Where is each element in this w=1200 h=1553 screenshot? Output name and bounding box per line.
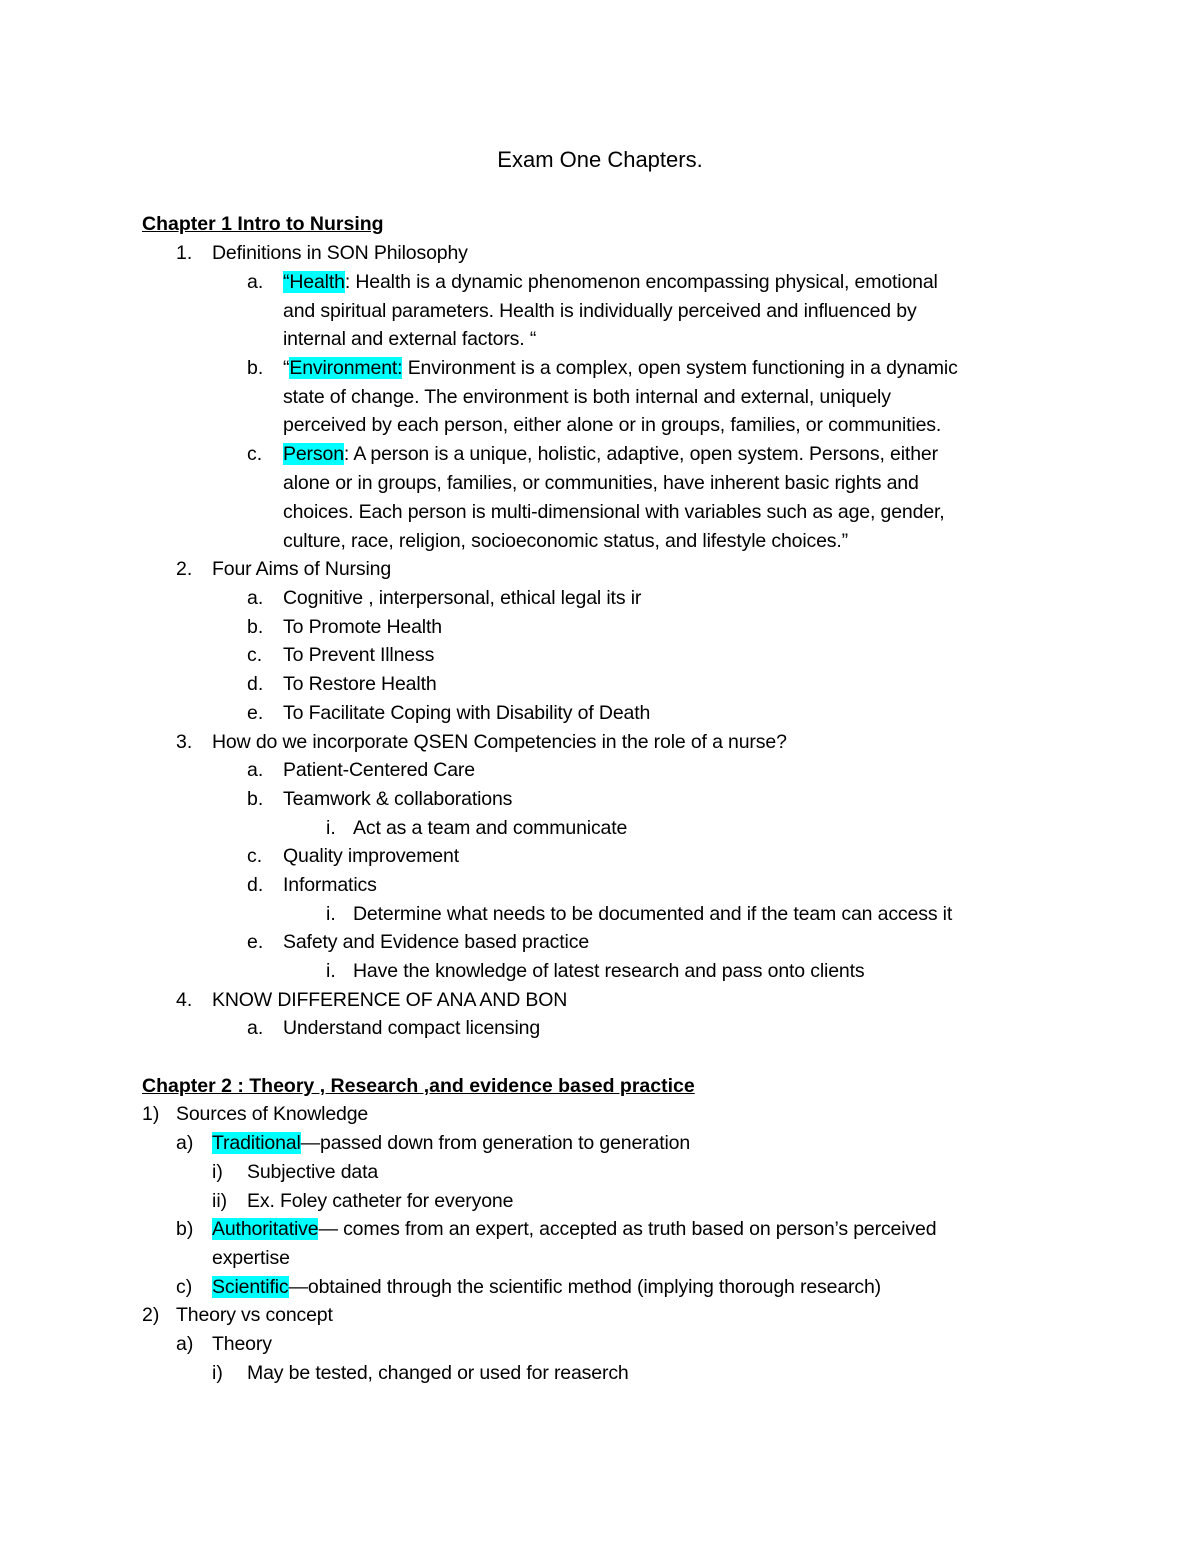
highlighted-term: “Health [283, 271, 345, 293]
list-item: To Prevent Illness [283, 644, 435, 666]
list-marker: i. [326, 960, 336, 982]
list-marker: 2. [176, 558, 193, 580]
list-marker: a) [176, 1333, 194, 1355]
list-item: Determine what needs to be documented and if the team can access it [353, 903, 953, 925]
document-title: Exam One Chapters. [497, 147, 703, 172]
list-marker: a. [247, 759, 264, 781]
list-item: “Environment: Environment is a complex, open system functioning in a dynamic [283, 357, 958, 379]
list-marker: i) [212, 1161, 223, 1183]
list-item-continuation: and spiritual parameters. Health is individually perceived and influenced by [283, 300, 917, 322]
list-item: Cognitive , interpersonal, ethical legal its ir [283, 587, 642, 609]
list-marker: 1. [176, 242, 193, 264]
list-item: Safety and Evidence based practice [283, 931, 590, 953]
list-item: Quality improvement [283, 845, 459, 867]
list-item: To Restore Health [283, 673, 437, 695]
list-marker: a. [247, 271, 264, 293]
list-marker: c. [247, 644, 263, 666]
list-marker: 1) [142, 1103, 160, 1125]
highlighted-term: Person [283, 443, 344, 465]
list-item-continuation: alone or in groups, families, or communities, have inherent basic rights and [283, 472, 919, 494]
list-item: Understand compact licensing [283, 1017, 541, 1039]
list-item: Informatics [283, 874, 377, 896]
list-marker: c. [247, 845, 263, 867]
list-item-continuation: choices. Each person is multi-dimensional with variables such as age, gender, [283, 501, 945, 523]
list-item: Sources of Knowledge [176, 1103, 369, 1125]
list-marker: b. [247, 357, 264, 379]
list-item: Patient-Centered Care [283, 759, 475, 781]
highlighted-term: Scientific [212, 1276, 289, 1298]
list-item-continuation: perceived by each person, either alone or in groups, families, or communities. [283, 414, 942, 436]
list-marker: b. [247, 788, 264, 810]
highlighted-term: Traditional [212, 1132, 301, 1154]
list-marker: c) [176, 1276, 193, 1298]
list-item: KNOW DIFFERENCE OF ANA AND BON [212, 989, 568, 1011]
list-item: Person: A person is a unique, holistic, adaptive, open system. Persons, either [283, 443, 938, 465]
list-marker: d. [247, 874, 264, 896]
list-marker: 3. [176, 731, 193, 753]
list-item: Have the knowledge of latest research and pass onto clients [353, 960, 865, 982]
list-item: Scientific—obtained through the scientific method (implying thorough research) [212, 1276, 881, 1298]
list-marker: 2) [142, 1304, 160, 1326]
list-marker: i) [212, 1362, 223, 1384]
list-item: To Facilitate Coping with Disability of Death [283, 702, 651, 724]
list-item: Traditional—passed down from generation to generation [212, 1132, 691, 1154]
list-marker: e. [247, 931, 264, 953]
list-item: May be tested, changed or used for reaserch [247, 1362, 629, 1384]
list-item: Authoritative— comes from an expert, accepted as truth based on person’s perceived [212, 1218, 937, 1240]
list-item: How do we incorporate QSEN Competencies in the role of a nurse? [212, 731, 787, 753]
list-item: Definitions in SON Philosophy [212, 242, 468, 264]
list-marker: a. [247, 1017, 264, 1039]
list-marker: b. [247, 616, 264, 638]
list-marker: e. [247, 702, 264, 724]
chapter-2-heading: Chapter 2 : Theory , Research ,and evidence based practice [142, 1075, 695, 1097]
list-marker: c. [247, 443, 263, 465]
list-item-continuation: expertise [212, 1247, 290, 1269]
list-marker: b) [176, 1218, 194, 1240]
list-item: Teamwork & collaborations [283, 788, 513, 810]
chapter-1-heading: Chapter 1 Intro to Nursing [142, 213, 384, 235]
list-item: Subjective data [247, 1161, 379, 1183]
list-item: “Health: Health is a dynamic phenomenon encompassing physical, emotional [283, 271, 938, 293]
list-marker: a) [176, 1132, 194, 1154]
list-marker: i. [326, 817, 336, 839]
highlighted-term: Environment: [289, 357, 403, 379]
list-item-continuation: culture, race, religion, socioeconomic status, and lifestyle choices.” [283, 530, 849, 552]
list-marker: 4. [176, 989, 193, 1011]
list-marker: i. [326, 903, 336, 925]
list-item: Theory vs concept [176, 1304, 333, 1326]
list-item-continuation: state of change. The environment is both internal and external, uniquely [283, 386, 891, 408]
list-item: Theory [212, 1333, 272, 1355]
list-item: Act as a team and communicate [353, 817, 628, 839]
list-item: Four Aims of Nursing [212, 558, 392, 580]
list-marker: a. [247, 587, 264, 609]
list-item-continuation: internal and external factors. “ [283, 328, 537, 350]
highlighted-term: Authoritative [212, 1218, 319, 1240]
list-item: Ex. Foley catheter for everyone [247, 1190, 514, 1212]
list-marker: d. [247, 673, 264, 695]
list-item: To Promote Health [283, 616, 442, 638]
list-marker: ii) [212, 1190, 228, 1212]
